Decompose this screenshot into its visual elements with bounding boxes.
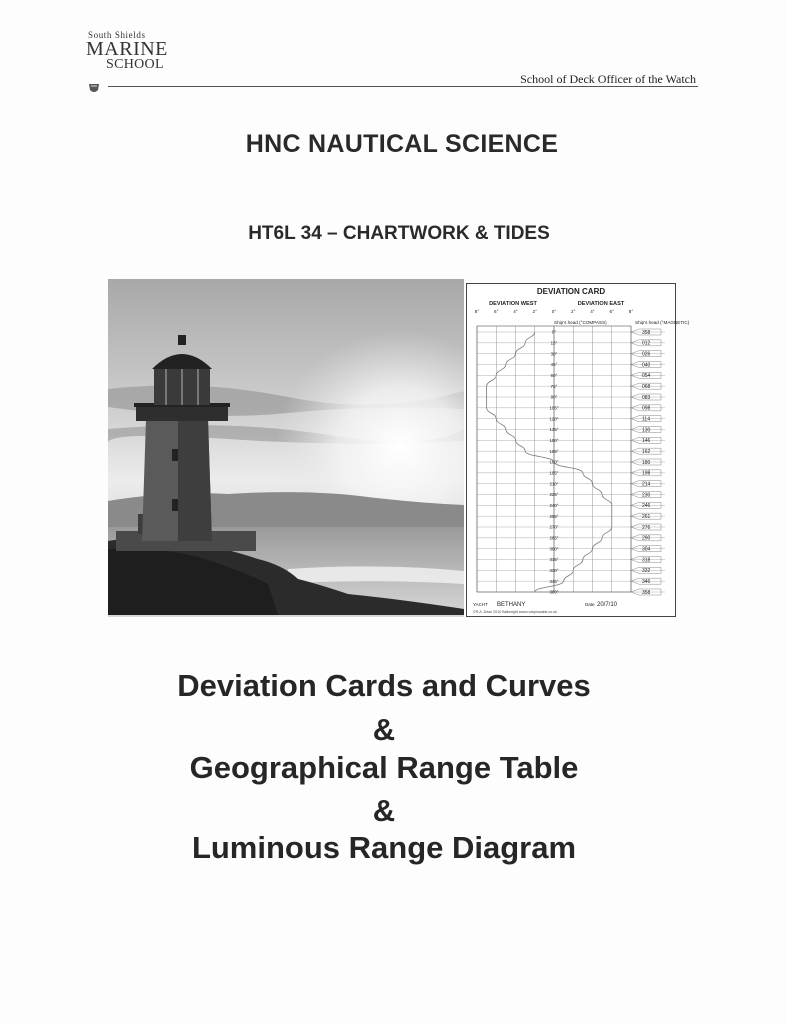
main-title-luminous: Luminous Range Diagram xyxy=(191,830,577,865)
magnetic-heading: 130 xyxy=(642,427,651,434)
compass-heading: 270° xyxy=(549,524,559,530)
compass-heading: 165° xyxy=(549,448,559,454)
compass-heading: 225° xyxy=(549,492,559,498)
scale-label: 2° xyxy=(571,309,576,314)
card-title: DEVIATION CARD xyxy=(536,287,606,296)
logo-line3: SCHOOL xyxy=(106,57,164,72)
magnetic-heading: 162 xyxy=(642,448,651,455)
compass-heading: 15° xyxy=(550,340,558,346)
magnetic-heading: 026 xyxy=(642,351,651,358)
main-title-ampersand-1: & xyxy=(372,712,396,747)
card-footer: ©R.A. Dean 2010 Ballwright www.rockplusaids.co.uk xyxy=(473,610,557,614)
course-title: HNC NAUTICAL SCIENCE xyxy=(245,130,559,158)
magnetic-heading: 230 xyxy=(642,492,651,499)
header-divider xyxy=(108,86,698,87)
scale-label: 4° xyxy=(590,309,595,314)
compass-heading: 60° xyxy=(550,372,558,378)
scale-label: 8° xyxy=(628,309,634,314)
card-east-label: DEVIATION EAST xyxy=(577,301,625,307)
magnetic-heading: 246 xyxy=(642,503,651,510)
header-title: School of Deck Officer of the Watch xyxy=(520,72,696,86)
magnetic-heading: 068 xyxy=(642,383,651,390)
magnetic-heading: 012 xyxy=(642,340,651,347)
compass-heading: 360° xyxy=(549,589,559,595)
main-title-geographical: Geographical Range Table xyxy=(189,750,579,785)
compass-heading: 195° xyxy=(549,470,559,476)
scale-label: 8° xyxy=(474,309,480,314)
compass-heading: 345° xyxy=(549,578,559,584)
compass-heading: 315° xyxy=(549,557,559,563)
compass-heading: 90° xyxy=(550,394,558,400)
compass-heading: 45° xyxy=(550,362,558,368)
scale-label: 6° xyxy=(609,309,614,314)
deviation-card xyxy=(466,283,690,617)
scale-label: 4° xyxy=(513,309,518,314)
magnetic-heading: 180 xyxy=(642,459,651,466)
card-west-label: DEVIATION WEST xyxy=(489,301,537,307)
magnetic-heading: 040 xyxy=(642,362,651,369)
compass-heading: 240° xyxy=(549,502,559,508)
compass-heading: 285° xyxy=(549,535,559,541)
compass-header: Ship's head (°COMPASS) xyxy=(554,320,607,325)
main-title-deviation: Deviation Cards and Curves xyxy=(177,668,591,703)
compass-heading: 120° xyxy=(549,416,559,422)
magnetic-heading: 114 xyxy=(642,416,650,423)
scale-label: 2° xyxy=(532,309,537,314)
compass-heading: 255° xyxy=(549,513,559,519)
compass-heading: 330° xyxy=(549,567,559,573)
magnetic-heading: 146 xyxy=(642,438,651,445)
magnetic-heading: 304 xyxy=(642,546,651,553)
magnetic-heading: 332 xyxy=(642,568,651,575)
magnetic-heading: 358 xyxy=(642,329,651,336)
magnetic-heading: 318 xyxy=(642,557,651,564)
magnetic-heading: 346 xyxy=(642,578,651,585)
compass-heading: 105° xyxy=(549,405,559,411)
magnetic-heading: 198 xyxy=(642,470,651,477)
compass-heading: 30° xyxy=(550,351,558,357)
magnetic-heading: 083 xyxy=(642,394,651,401)
compass-heading: 135° xyxy=(549,427,559,433)
scale-label: 6° xyxy=(494,309,499,314)
scale-label: 0° xyxy=(551,309,557,314)
logo-line1: South Shields xyxy=(88,30,146,40)
magnetic-heading: 276 xyxy=(642,524,651,531)
magnetic-heading: 054 xyxy=(642,373,651,380)
main-title-ampersand-2: & xyxy=(372,793,396,828)
compass-heading: 180° xyxy=(549,459,559,465)
date-label: Date xyxy=(585,602,595,607)
compass-heading: 75° xyxy=(550,383,558,389)
compass-heading: 210° xyxy=(549,481,559,487)
crest-icon xyxy=(88,82,100,94)
magnetic-heading: 290 xyxy=(642,535,651,542)
school-logo xyxy=(84,30,174,82)
logo-line2: MARINE xyxy=(86,38,168,60)
unit-title: HT6L 34 – CHARTWORK & TIDES xyxy=(248,223,550,244)
compass-heading: 150° xyxy=(549,437,559,443)
magnetic-heading: 098 xyxy=(642,405,651,412)
compass-heading: 300° xyxy=(549,546,559,552)
magnetic-heading: 358 xyxy=(642,589,651,596)
yacht-name: BETHANY xyxy=(497,602,526,608)
magnetic-header: Ship's head (°MAGNETIC) xyxy=(635,320,690,325)
yacht-label: YACHT xyxy=(473,602,488,607)
compass-heading: 0° xyxy=(551,329,557,335)
magnetic-heading: 214 xyxy=(642,481,651,488)
magnetic-heading: 261 xyxy=(642,513,651,520)
lighthouse-photo xyxy=(108,279,464,615)
card-date: 20/7/10 xyxy=(597,602,618,608)
